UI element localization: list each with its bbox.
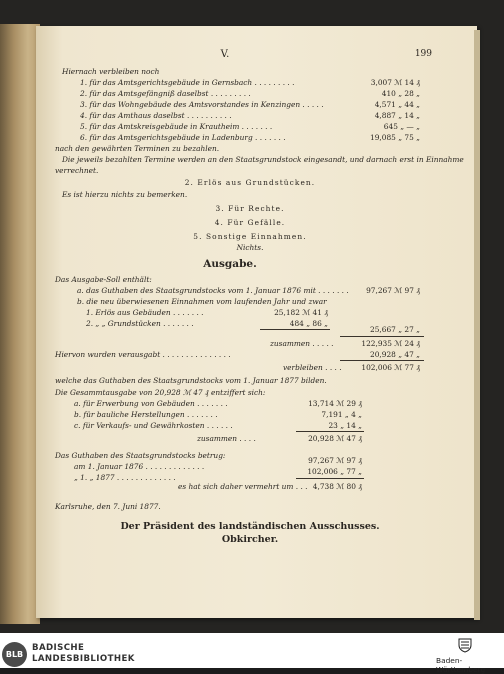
ausgabe-title: Ausgabe. [203,258,257,270]
state-label: Baden-Württemberg [436,656,486,674]
section-2-title: 2. Erlös aus Grundstücken. [184,178,316,187]
library-name-line-1: BADISCHE [32,643,85,653]
verausgabt-value: 20,928 „ 47 „ [370,350,420,359]
item-label-3: 3. für das Wohngebäude des Amtsvorstandes in Kenzingen . . . . . [80,100,324,109]
gc-value: 23 „ 14 „ [328,421,362,430]
after-line-1: nach den gewährten Terminen zu bezahlen. [55,144,220,153]
intro-line: Hiernach verbleiben noch [62,67,160,76]
soll-b1-value: 25,182 ℳ 41 ₰ [274,308,328,317]
date-line: Karlsruhe, den 7. Juni 1877. [55,502,161,511]
section-5-note: Nichts. [236,243,264,252]
g-zusammen-value: 20,928 ℳ 47 ₰ [308,434,362,443]
gb-label: b. für bauliche Herstellungen . . . . . . . [74,410,218,419]
item-label-6: 6. für das Amtsgerichtsgebäude in Ladenburg . . . . . . . [80,133,286,142]
soll-b-sum: 25,667 „ 27 „ [370,325,420,334]
item-label-1: 1. für das Amtsgerichtsgebäude in Gernsbach . . . . . . . . . [80,78,295,87]
am2-value: 102,006 „ 77 „ [307,467,362,476]
item-value-3: 4,571 „ 44 „ [374,100,420,109]
blb-logo: BLB [2,642,27,667]
item-label-4: 4. für das Amthaus daselbst . . . . . . . . . . [80,111,232,120]
ga-value: 13,714 ℳ 29 ₰ [308,399,362,408]
guthaben-label: Das Guthaben des Staatsgrundstocks betrug: [55,451,226,460]
section-heading: V. [220,49,230,60]
soll-b2-label: 2. „ „ Grundstücken . . . . . . . [86,319,194,328]
vermehrt-value: 4,738 ℳ 80 ₰ [312,482,362,491]
item-label-5: 5. für das Amtskreisgebäude in Krautheim . . . . . . . [80,122,273,131]
after-line-2: Die jeweils bezahlten Termine werden an den Staatsgrundstock eingesandt, und darnach erst in Einnahme [62,155,464,164]
item-value-6: 19,085 „ 75 „ [370,133,420,142]
item-value-5: 645 „ — „ [383,122,420,131]
zusammen-value: 122,935 ℳ 24 ₰ [361,339,420,348]
soll-b1-label: 1. Erlös aus Gebäuden . . . . . . . [86,308,204,317]
section-2-note: Es ist hierzu nichts zu bemerken. [62,190,188,199]
section-4-title: 4. Für Gefälle. [214,218,286,227]
subtotal-rule-2 [340,336,424,337]
am2-label: „ 1. „ 1877 . . . . . . . . . . . . . [74,473,176,482]
zusammen-label: zusammen . . . . . [270,339,334,348]
signature-name: Obkircher. [221,534,279,545]
soll-b2-value: 484 „ 86 „ [289,319,328,328]
welche-line: welche das Guthaben des Staatsgrundstocks vom 1. Januar 1877 bilden. [55,376,327,385]
page-edge [474,30,480,620]
soll-a-label: a. das Guthaben des Staatsgrundstocks vom 1. Januar 1876 mit . . . . . . . [77,286,349,295]
am1-label: am 1. Januar 1876 . . . . . . . . . . . . . [74,462,205,471]
verbleiben-value: 102,006 ℳ 77 ₰ [361,363,420,372]
gesamt-label: Die Gesammtausgabe von 20,928 ℳ 47 ₰ entziffert sich: [55,388,266,397]
subtotal-rule-4 [296,431,364,432]
vermehrt-label: es hat sich daher vermehrt um . . . [178,482,308,491]
ga-label: a. für Erwerbung von Gebäuden . . . . . . . [74,399,228,408]
item-value-2: 410 „ 28 „ [381,89,420,98]
page-number: 199 [414,49,432,59]
section-3-title: 3. Für Rechte. [215,204,285,213]
soll-label: Das Ausgabe-Soll enthält: [55,275,152,284]
am1-value: 97,267 ℳ 97 ₰ [308,456,362,465]
state-crest-icon [456,636,474,654]
library-name-line-2: LANDESBIBLIOTHEK [32,654,135,664]
soll-b-label: b. die neu überwiesenen Einnahmen vom laufenden Jahr und zwar [77,297,327,306]
section-5-title: 5. Sonstige Einnahmen. [193,232,307,241]
g-zusammen-label: zusammen . . . . [197,434,256,443]
subtotal-rule-3 [340,360,424,361]
signature-title: Der Präsident des landständischen Ausschusses. [120,521,380,532]
subtotal-rule-5 [296,478,364,479]
item-value-1: 3,007 ℳ 14 ₰ [370,78,420,87]
after-line-3: verrechnet. [55,166,99,175]
book-spine [0,24,40,624]
soll-a-value: 97,267 ℳ 97 ₰ [366,286,420,295]
gb-value: 7,191 „ 4 „ [321,410,362,419]
verbleiben-label: verbleiben . . . . [283,363,342,372]
item-label-2: 2. für das Amtsgefängniß daselbst . . . . . . . . . [80,89,251,98]
gc-label: c. für Verkaufs- und Gewährkosten . . . . . . [74,421,233,430]
item-value-4: 4,887 „ 14 „ [374,111,420,120]
verausgabt-label: Hiervon wurden verausgabt . . . . . . . . . . . . . . . [55,350,231,359]
